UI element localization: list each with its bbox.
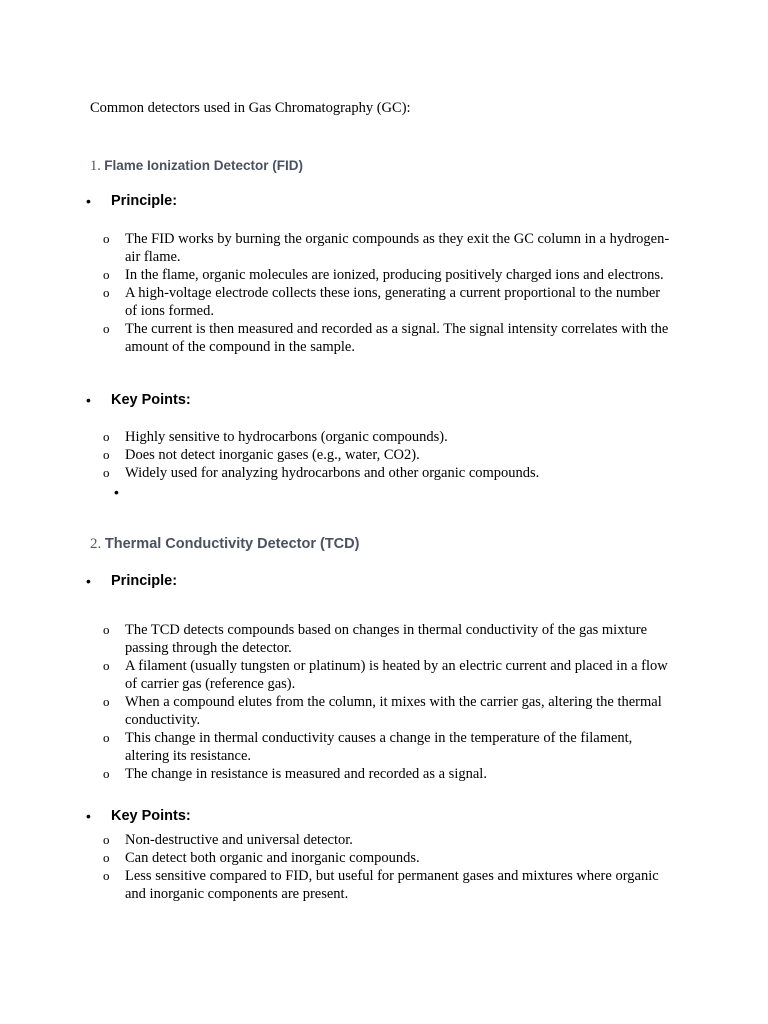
- section-2-heading: [90, 536, 359, 553]
- list-item: o When a compound elutes from the column, it mixes with the carrier gas, altering the thermal conductivity.: [103, 694, 662, 728]
- list-item: o This change in thermal conductivity causes a change in the temperature of the filament, altering its resistance.: [103, 730, 633, 764]
- section-1-heading: [90, 158, 303, 175]
- list-item: o Less sensitive compared to FID, but useful for permanent gases and mixtures where organic and inorganic components are present.: [103, 868, 659, 902]
- list-item: o The FID works by burning the organic compounds as they exit the GC column in a hydrogen-air flame.: [103, 231, 670, 265]
- section-2-number: 2.: [90, 536, 102, 552]
- bullet-glyph: •: [86, 392, 91, 408]
- list-item: o Can detect both organic and inorganic compounds.: [103, 850, 420, 866]
- bullet-glyph: •: [86, 808, 91, 824]
- section-2-key-label: Key Points:: [111, 808, 191, 824]
- section-2-principle-label: Principle:: [111, 573, 178, 589]
- list-item: o A high-voltage electrode collects these ions, generating a current proportional to the number of ions formed.: [103, 285, 661, 319]
- list-item: o Highly sensitive to hydrocarbons (organic compounds).: [103, 429, 448, 445]
- section-2-title: Thermal Conductivity Detector (TCD): [104, 536, 360, 552]
- section-1-principle-label: Principle:: [111, 193, 178, 209]
- list-item: o In the flame, organic molecules are ionized, producing positively charged ions and electrons.: [103, 267, 664, 283]
- bullet-glyph: •: [86, 193, 91, 209]
- bullet-glyph: •: [86, 573, 91, 589]
- list-item: o Does not detect inorganic gases (e.g., water, CO2).: [103, 447, 420, 463]
- section-1-key-list: [0, 428, 670, 482]
- list-item: o The current is then measured and recorded as a signal. The signal intensity correlates with the amount of the compound in the sample.: [103, 321, 669, 355]
- list-item: o Non-destructive and universal detector.: [103, 832, 353, 848]
- list-item: o Widely used for analyzing hydrocarbons and other organic compounds.: [103, 465, 540, 481]
- section-1-key-label: Key Points:: [111, 392, 191, 408]
- intro-text: Common detectors used in Gas Chromatography (GC):: [90, 100, 411, 116]
- section-2-principle-list: [0, 621, 670, 783]
- empty-bullet: •: [114, 484, 119, 500]
- section-2-key-list: [0, 831, 670, 903]
- section-1-principle-list: [0, 230, 670, 356]
- list-item: o A filament (usually tungsten or platinum) is heated by an electric current and placed in a flow of carrier gas (reference gas).: [103, 658, 668, 692]
- section-1-number: 1.: [90, 158, 101, 174]
- list-item: o The TCD detects compounds based on changes in thermal conductivity of the gas mixture passing through the detector.: [103, 622, 648, 656]
- section-1-title: Flame Ionization Detector (FID): [104, 158, 304, 173]
- list-item: o The change in resistance is measured and recorded as a signal.: [103, 766, 487, 782]
